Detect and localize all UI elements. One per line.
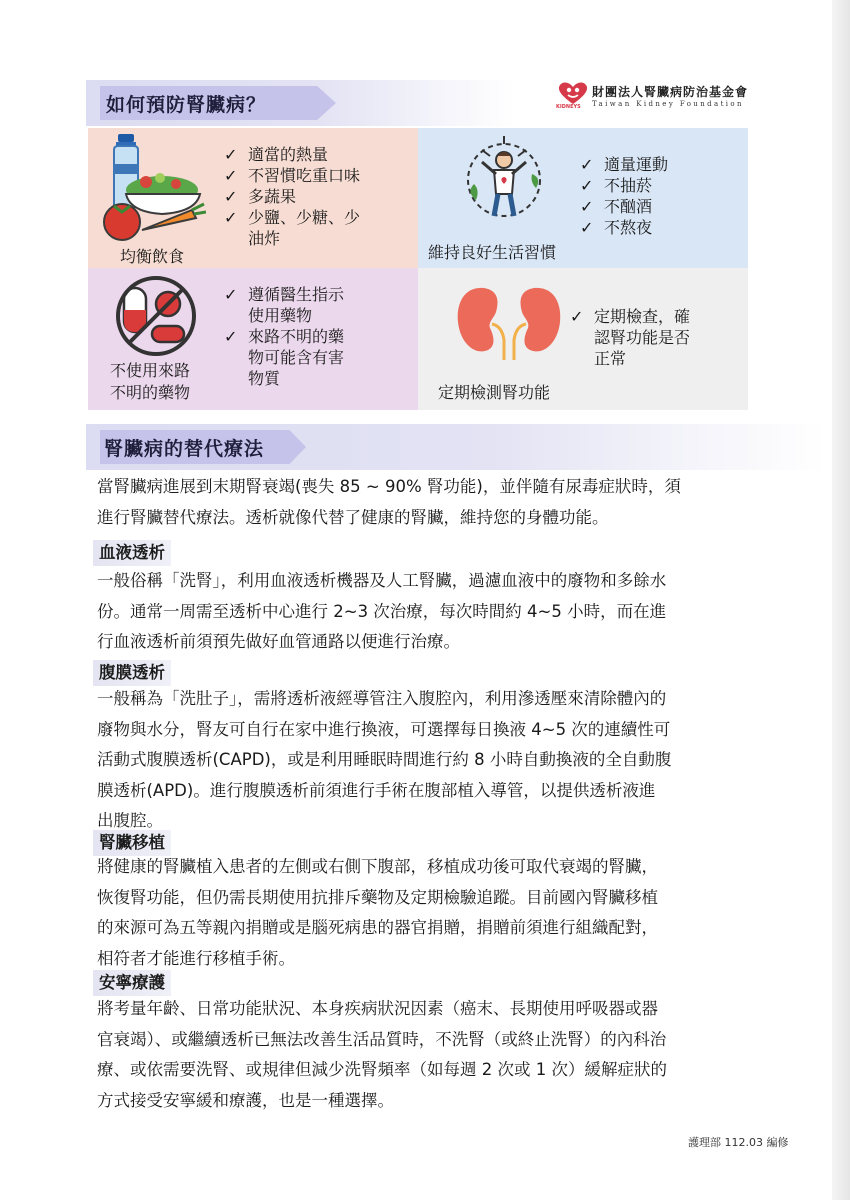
check-item: ✓ 少鹽、少糖、少 bbox=[224, 208, 361, 227]
check-mark: ✓ bbox=[224, 285, 238, 304]
kidneys-icon bbox=[454, 284, 564, 360]
drugs-checklist: ✓ 遵循醫生指示 使用藥物 ✓ 來路不明的藥 物可能含有害 物質 bbox=[224, 285, 345, 388]
diet-checklist bbox=[224, 144, 360, 249]
check-item: ✓ 遵循醫生指示 bbox=[224, 285, 345, 304]
lifestyle-checklist bbox=[580, 154, 668, 238]
check-item: ✓ 適當的熱量 bbox=[224, 145, 329, 164]
check-mark: ✓ bbox=[224, 327, 238, 346]
checkup-checklist: ✓ 定期檢查，確 認腎功能是否 正常 bbox=[570, 307, 691, 368]
check-mark: ✓ bbox=[580, 218, 594, 237]
lifestyle-label: 維持良好生活習慣 bbox=[428, 243, 557, 262]
check-item-continued: 油炸 bbox=[248, 229, 281, 248]
org-name-zh: 財團法人腎臟病防治基金會 bbox=[592, 85, 749, 99]
check-item: ✓ 定期檢查，確 bbox=[570, 307, 691, 326]
therapy-title: 腎臟病的替代療法 bbox=[104, 438, 265, 460]
check-item: ✓ 多蔬果 bbox=[224, 187, 297, 206]
checkup-cell bbox=[418, 268, 748, 410]
foundation-logo bbox=[556, 80, 756, 114]
check-mark: ✓ bbox=[580, 155, 594, 174]
check-mark: ✓ bbox=[224, 208, 238, 227]
drugs-cell bbox=[88, 268, 418, 410]
peritoneal-text: 一般稱為「洗肚子」，需將透析液經導管注入腹腔內，利用滲透壓來清除體內的 廢物與水分，腎友可自行在家中進行換液，可選擇每日換液 4~5 次的連續性可 活動式腹膜透析(CAPD)，或是利用睡眠時間進行約 8 小時自動換液的全自動腹 膜透析(APD)。進行腹膜透析前須進行手術在腹部植入導管，以提供透析液進 出腹腔。 bbox=[97, 689, 672, 830]
prevention-banner bbox=[86, 80, 516, 126]
check-mark: ✓ bbox=[224, 145, 238, 164]
org-name-en: Taiwan Kidney Foundation bbox=[592, 100, 744, 108]
check-mark: ✓ bbox=[580, 197, 594, 216]
check-item: ✓ 適量運動 bbox=[580, 155, 669, 174]
check-item: ✓ 不酗酒 bbox=[580, 197, 653, 216]
check-mark: ✓ bbox=[570, 307, 584, 326]
transplant-text: 將健康的腎臟植入患者的左側或右側下腹部，移植成功後可取代衰竭的腎臟， 恢復腎功能，但仍需長期使用抗排斥藥物及定期檢驗追蹤。目前國內腎臟移植 的來源可為五等親內捐贈或是腦死病患的器官捐贈，捐贈前須進行組織配對， 相符者才能進行移植手術。 bbox=[97, 857, 658, 968]
drugs-label: 不使用來路 不明的藥物 bbox=[110, 361, 191, 402]
page-edge bbox=[832, 0, 850, 1200]
check-item: ✓ 不抽菸 bbox=[580, 176, 653, 195]
prevention-title: 如何預防腎臟病？ bbox=[106, 94, 267, 116]
hospice-text: 將考量年齡、日常功能狀況、本身疾病狀況因素（癌末、長期使用呼吸器或器 官衰竭）、或繼續透析已無法改善生活品質時，不洗腎（或終止洗腎）的內科治 療、或依需要洗腎、或規律但減少洗腎頻率（如每週 2 次或 1 次）緩解症狀的 方式接受安寧緩和療護，也是一種選擇。 bbox=[97, 999, 667, 1110]
hemodialysis-text: 一般俗稱「洗腎」，利用血液透析機器及人工腎臟，過濾血液中的廢物和多餘水 份。通常一周需至透析中心進行 2~3 次治療，每次時間約 4~5 小時，而在進 行血液透析前須預先做好血管通路以便進行治療。 bbox=[97, 571, 667, 651]
footer-note: 護理部 112.03 編修 bbox=[688, 1136, 789, 1149]
therapy-intro: 當腎臟病進展到末期腎衰竭(喪失 85 ~ 90% 腎功能)，並伴隨有尿毒症狀時，須 進行腎臟替代療法。透析就像代替了健康的腎臟，維持您的身體功能。 bbox=[97, 477, 681, 527]
person-exercise-icon bbox=[462, 134, 546, 224]
hospice-heading: 安寧療護 bbox=[93, 970, 171, 996]
diet-label: 均衡飲食 bbox=[120, 247, 185, 266]
check-item: ✓ 不熬夜 bbox=[580, 218, 653, 237]
pills-prohibited-icon bbox=[114, 274, 198, 358]
check-mark: ✓ bbox=[580, 176, 594, 195]
hemodialysis-heading: 血液透析 bbox=[93, 540, 171, 566]
checkup-label: 定期檢測腎功能 bbox=[438, 383, 551, 402]
heart-logo-icon bbox=[556, 80, 590, 106]
check-item: ✓ 來路不明的藥 bbox=[224, 327, 345, 346]
therapy-banner bbox=[86, 424, 826, 470]
peritoneal-heading: 腹膜透析 bbox=[93, 660, 171, 686]
check-item: ✓ 不習慣吃重口味 bbox=[224, 166, 361, 185]
transplant-heading: 腎臟移植 bbox=[93, 830, 171, 856]
check-mark: ✓ bbox=[224, 166, 238, 185]
lifestyle-cell bbox=[418, 128, 748, 268]
logo-tag: KIDNEYS bbox=[556, 104, 581, 110]
vegetables-icon bbox=[96, 164, 206, 244]
check-mark: ✓ bbox=[224, 187, 238, 206]
diet-cell bbox=[88, 128, 418, 268]
